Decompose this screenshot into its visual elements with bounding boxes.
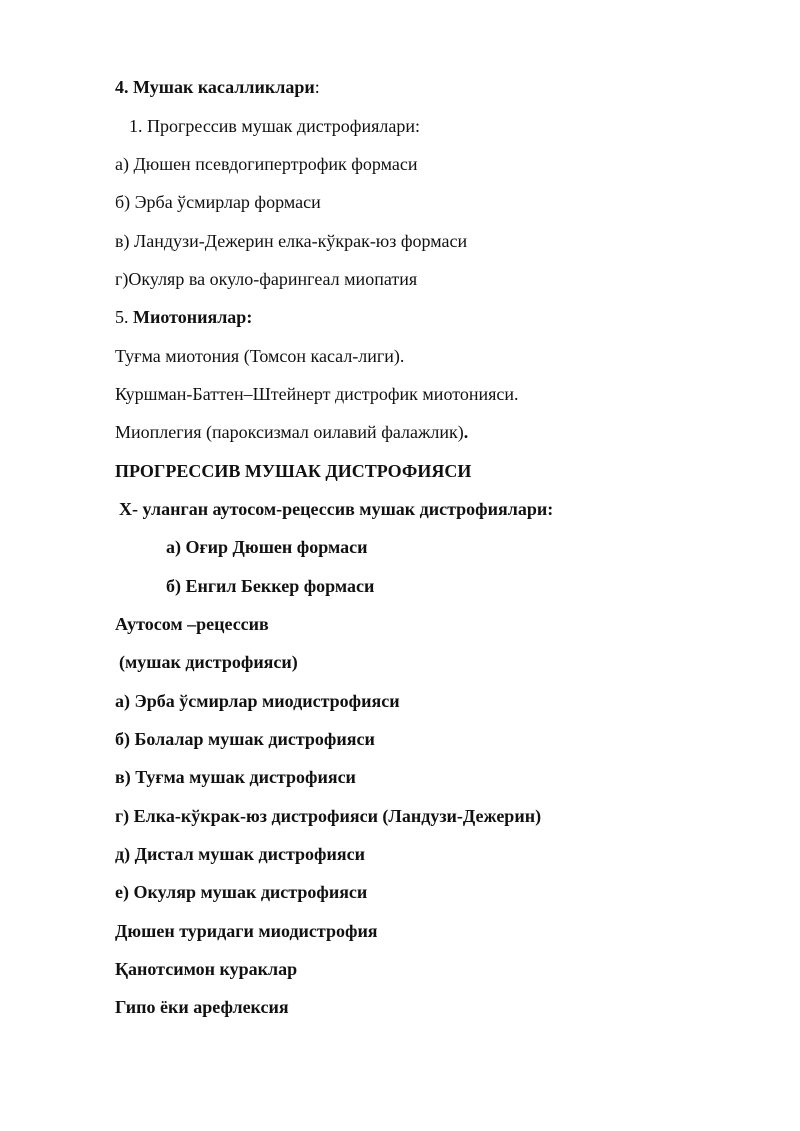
autosomal-heading: Аутосом –рецессив: [115, 614, 269, 634]
x-linked-heading: Х- уланган аутосом-рецессив мушак дистрофиялари:: [119, 499, 554, 519]
duchenne-sign-2: Гипо ёки арефлексия: [115, 997, 289, 1017]
section-4-number: 4.: [115, 77, 129, 97]
section-4-item-v: в) Ландузи-Дежерин елка-кўкрак-юз формаси: [115, 231, 468, 251]
autosomal-item-g: г) Елка-кўкрак-юз дистрофияси (Ландузи-Дежерин): [115, 806, 542, 826]
x-linked-item-b: б) Енгил Беккер формаси: [166, 576, 375, 596]
section-5-item-2: Куршман-Баттен–Штейнерт дистрофик миотонияси.: [115, 384, 519, 404]
section-5-title: Миотониялар:: [133, 307, 253, 327]
autosomal-item-d: д) Дистал мушак дистрофияси: [115, 844, 365, 864]
section-5-item-3-text: Миоплегия (пароксизмал оилавий фалажлик): [115, 422, 464, 442]
progressive-heading: ПРОГРЕССИВ МУШАК ДИСТРОФИЯСИ: [115, 461, 472, 481]
section-4-title: Мушак касалликлари: [133, 77, 315, 97]
autosomal-item-b: б) Болалар мушак дистрофияси: [115, 729, 375, 749]
duchenne-sign-1: Қанотсимон кураклар: [115, 959, 298, 979]
section-4-item-b: б) Эрба ўсмирлар формаси: [115, 192, 321, 212]
autosomal-item-a: а) Эрба ўсмирлар миодистрофияси: [115, 691, 400, 711]
section-4-colon: :: [314, 77, 320, 97]
section-4-item-a: а) Дюшен псевдогипертрофик формаси: [115, 154, 418, 174]
autosomal-item-e: е) Окуляр мушак дистрофияси: [115, 882, 368, 902]
section-4-subheading: 1. Прогрессив мушак дистрофиялари:: [129, 116, 420, 136]
duchenne-heading: Дюшен туридаги миодистрофия: [115, 921, 378, 941]
section-5-item-1: Туғма миотония (Томсон касал-лиги).: [115, 346, 405, 366]
section-4-heading: [115, 76, 320, 98]
section-5-item-3: [115, 421, 468, 443]
section-5-heading: [115, 306, 252, 328]
section-4-item-g: г)Окуляр ва окуло-фарингеал миопатия: [115, 269, 418, 289]
section-5-number: 5.: [115, 307, 129, 327]
autosomal-subheading: (мушак дистрофияси): [119, 652, 298, 672]
x-linked-item-a: а) Оғир Дюшен формаси: [166, 537, 368, 557]
autosomal-item-v: в) Туғма мушак дистрофияси: [115, 767, 356, 787]
section-5-item-3-period: .: [463, 422, 469, 442]
